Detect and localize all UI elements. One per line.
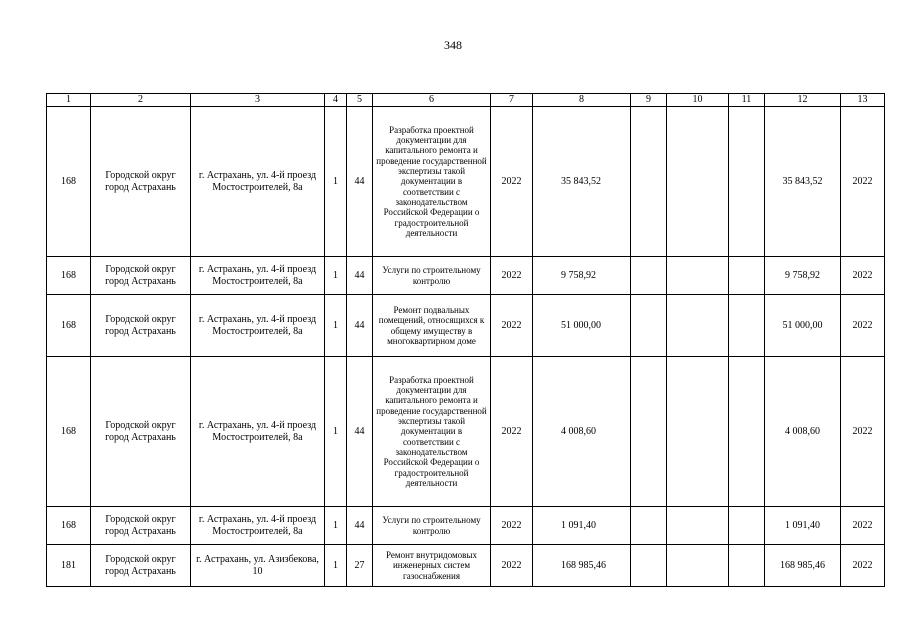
cell-municipality: Городской округ город Астрахань	[91, 295, 191, 357]
table-row	[47, 295, 885, 357]
cell-cost-amount: 35 843,52	[765, 107, 841, 257]
cell-code: 44	[347, 507, 373, 545]
cell-type-code: 1	[325, 295, 347, 357]
table-row	[47, 545, 885, 587]
cell-municipality: Городской округ город Астрахань	[91, 107, 191, 257]
table-body	[47, 94, 885, 587]
cell-year-start: 2022	[491, 107, 533, 257]
cell-year-start: 2022	[491, 357, 533, 507]
cell-type-code: 1	[325, 507, 347, 545]
cell-type-code: 1	[325, 545, 347, 587]
cell-year-start: 2022	[491, 507, 533, 545]
cell-work-description: Ремонт внутридомовых инженерных систем газоснабжения	[373, 545, 491, 587]
cell-total-cost: 9 758,92	[533, 257, 631, 295]
column-header: 5	[347, 94, 373, 107]
column-header: 11	[729, 94, 765, 107]
cell-year-end: 2022	[841, 257, 885, 295]
cell-col-9	[631, 357, 667, 507]
column-header: 8	[533, 94, 631, 107]
column-header: 7	[491, 94, 533, 107]
cell-municipality: Городской округ город Астрахань	[91, 507, 191, 545]
table-row	[47, 257, 885, 295]
cell-row-number: 168	[47, 507, 91, 545]
cell-municipality: Городской округ город Астрахань	[91, 257, 191, 295]
cell-col-11	[729, 257, 765, 295]
cell-cost-amount: 4 008,60	[765, 357, 841, 507]
cell-row-number: 181	[47, 545, 91, 587]
cell-code: 44	[347, 257, 373, 295]
cell-year-end: 2022	[841, 507, 885, 545]
column-header: 2	[91, 94, 191, 107]
page-number: 348	[444, 38, 462, 52]
cell-code: 44	[347, 295, 373, 357]
cell-total-cost: 168 985,46	[533, 545, 631, 587]
column-header: 12	[765, 94, 841, 107]
cell-year-end: 2022	[841, 357, 885, 507]
cell-col-10	[667, 507, 729, 545]
cell-cost-amount: 51 000,00	[765, 295, 841, 357]
cell-municipality: Городской округ город Астрахань	[91, 357, 191, 507]
cell-col-11	[729, 545, 765, 587]
cell-col-10	[667, 107, 729, 257]
cell-col-11	[729, 295, 765, 357]
cell-address: г. Астрахань, ул. Азизбекова, 10	[191, 545, 325, 587]
cell-col-10	[667, 257, 729, 295]
cell-work-description: Услуги по строительному контролю	[373, 257, 491, 295]
cell-address: г. Астрахань, ул. 4-й проезд Мостостроителей, 8а	[191, 257, 325, 295]
table-header-row	[47, 94, 885, 107]
table-row	[47, 357, 885, 507]
column-header: 1	[47, 94, 91, 107]
cell-total-cost: 51 000,00	[533, 295, 631, 357]
cell-year-start: 2022	[491, 295, 533, 357]
cell-col-10	[667, 295, 729, 357]
cell-cost-amount: 1 091,40	[765, 507, 841, 545]
column-header: 4	[325, 94, 347, 107]
cell-col-11	[729, 357, 765, 507]
cell-address: г. Астрахань, ул. 4-й проезд Мостостроителей, 8а	[191, 107, 325, 257]
cell-year-end: 2022	[841, 295, 885, 357]
cell-col-9	[631, 545, 667, 587]
cell-work-description: Разработка проектной документации для капитального ремонта и проведение государственной экспертизы такой документации в соответствии с законодательством Российской Федерации о градостроительной деятельности	[373, 107, 491, 257]
cell-work-description: Разработка проектной документации для капитального ремонта и проведение государственной экспертизы такой документации в соответствии с законодательством Российской Федерации о градостроительной деятельности	[373, 357, 491, 507]
cell-type-code: 1	[325, 257, 347, 295]
cell-col-9	[631, 507, 667, 545]
cell-address: г. Астрахань, ул. 4-й проезд Мостостроителей, 8а	[191, 295, 325, 357]
cell-year-end: 2022	[841, 107, 885, 257]
cell-municipality: Городской округ город Астрахань	[91, 545, 191, 587]
cell-code: 44	[347, 357, 373, 507]
cell-col-11	[729, 107, 765, 257]
cell-total-cost: 1 091,40	[533, 507, 631, 545]
cell-col-11	[729, 507, 765, 545]
cell-row-number: 168	[47, 107, 91, 257]
cell-address: г. Астрахань, ул. 4-й проезд Мостостроителей, 8а	[191, 507, 325, 545]
cell-year-start: 2022	[491, 545, 533, 587]
cell-cost-amount: 9 758,92	[765, 257, 841, 295]
cell-col-10	[667, 357, 729, 507]
cell-row-number: 168	[47, 357, 91, 507]
table-row	[47, 107, 885, 257]
column-header: 6	[373, 94, 491, 107]
column-header: 10	[667, 94, 729, 107]
cell-row-number: 168	[47, 257, 91, 295]
cell-code: 44	[347, 107, 373, 257]
cell-work-description: Услуги по строительному контролю	[373, 507, 491, 545]
cell-year-end: 2022	[841, 545, 885, 587]
cell-work-description: Ремонт подвальных помещений, относящихся к общему имуществу в многоквартирном доме	[373, 295, 491, 357]
data-table	[46, 93, 885, 587]
cell-code: 27	[347, 545, 373, 587]
cell-year-start: 2022	[491, 257, 533, 295]
cell-col-10	[667, 545, 729, 587]
cell-col-9	[631, 107, 667, 257]
cell-col-9	[631, 295, 667, 357]
cell-address: г. Астрахань, ул. 4-й проезд Мостостроителей, 8а	[191, 357, 325, 507]
column-header: 9	[631, 94, 667, 107]
cell-total-cost: 4 008,60	[533, 357, 631, 507]
column-header: 13	[841, 94, 885, 107]
cell-cost-amount: 168 985,46	[765, 545, 841, 587]
cell-type-code: 1	[325, 357, 347, 507]
cell-row-number: 168	[47, 295, 91, 357]
table-row	[47, 507, 885, 545]
column-header: 3	[191, 94, 325, 107]
cell-total-cost: 35 843,52	[533, 107, 631, 257]
cell-col-9	[631, 257, 667, 295]
cell-type-code: 1	[325, 107, 347, 257]
